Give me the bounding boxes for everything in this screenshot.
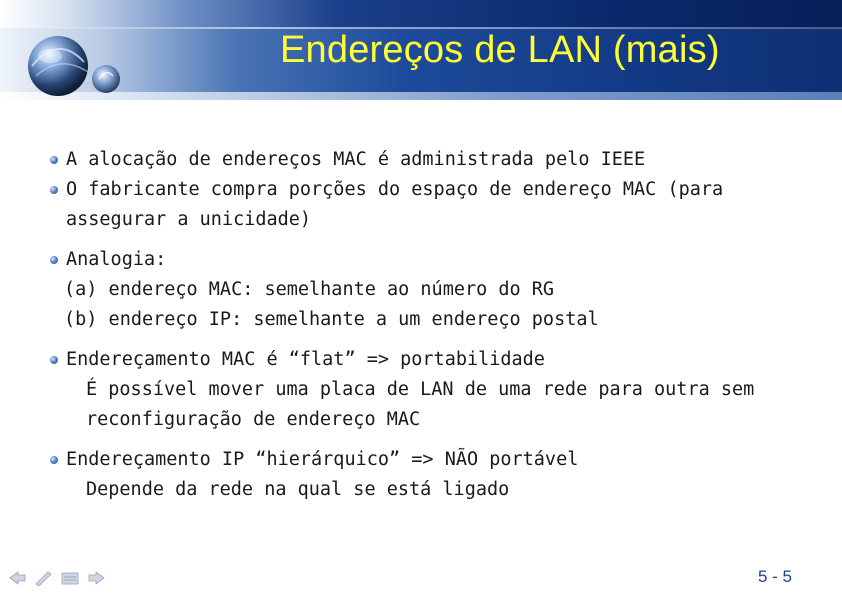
- bullet-text: O fabricante compra porções do espaço de endereço MAC (para: [66, 179, 724, 200]
- bullet-dot-icon: [50, 256, 58, 264]
- analogy-line: [50, 275, 810, 305]
- sub-bullet-text: reconfiguração de endereço MAC: [86, 409, 421, 430]
- sub-bullet-text: É possível mover uma placa de LAN de uma rede para outra sem: [86, 379, 755, 400]
- analogy-text: (a) endereço MAC: semelhante ao número do RG: [64, 279, 555, 300]
- bullet-text: assegurar a unicidade): [66, 209, 312, 230]
- bullet-item: [50, 175, 810, 205]
- bullet-item: [50, 145, 810, 175]
- bullet-text: Endereçamento IP “hierárquico” => NÃO portável: [66, 449, 579, 470]
- spacer: [50, 235, 810, 245]
- bullet-item: [50, 345, 810, 375]
- sub-bullet-continuation: [50, 405, 810, 435]
- nav-forward-icon[interactable]: [89, 572, 104, 584]
- analogy-text: (b) endereço IP: semelhante a um endereço postal: [64, 309, 599, 330]
- nav-menu-icon[interactable]: [62, 573, 78, 584]
- bullet-text: A alocação de endereços MAC é administrada pelo IEEE: [66, 149, 646, 170]
- slide-navigation: [8, 570, 108, 586]
- bullet-continuation: [50, 205, 810, 235]
- bullet-dot-icon: [50, 456, 58, 464]
- bullet-dot-icon: [50, 156, 58, 164]
- sub-bullet-text: Depende da rede na qual se está ligado: [86, 479, 510, 500]
- slide-content: [50, 145, 810, 505]
- nav-back-icon[interactable]: [10, 572, 25, 584]
- bullet-text: Analogia:: [66, 249, 167, 270]
- bullet-dot-icon: [50, 356, 58, 364]
- globe-logo-icon: [18, 24, 128, 104]
- bullet-text: Endereçamento MAC é “flat” => portabilidade: [66, 349, 545, 370]
- spacer: [50, 435, 810, 445]
- bullet-item: [50, 445, 810, 475]
- slide-title: Endereços de LAN (mais): [280, 29, 720, 71]
- sub-bullet-item: [50, 375, 810, 405]
- page-number: 5 - 5: [757, 567, 792, 586]
- analogy-line: [50, 305, 810, 335]
- nav-pen-icon[interactable]: [36, 572, 51, 586]
- bullet-dot-icon: [50, 186, 58, 194]
- sub-bullet-item: [50, 475, 810, 505]
- bullet-item: [50, 245, 810, 275]
- spacer: [50, 335, 810, 345]
